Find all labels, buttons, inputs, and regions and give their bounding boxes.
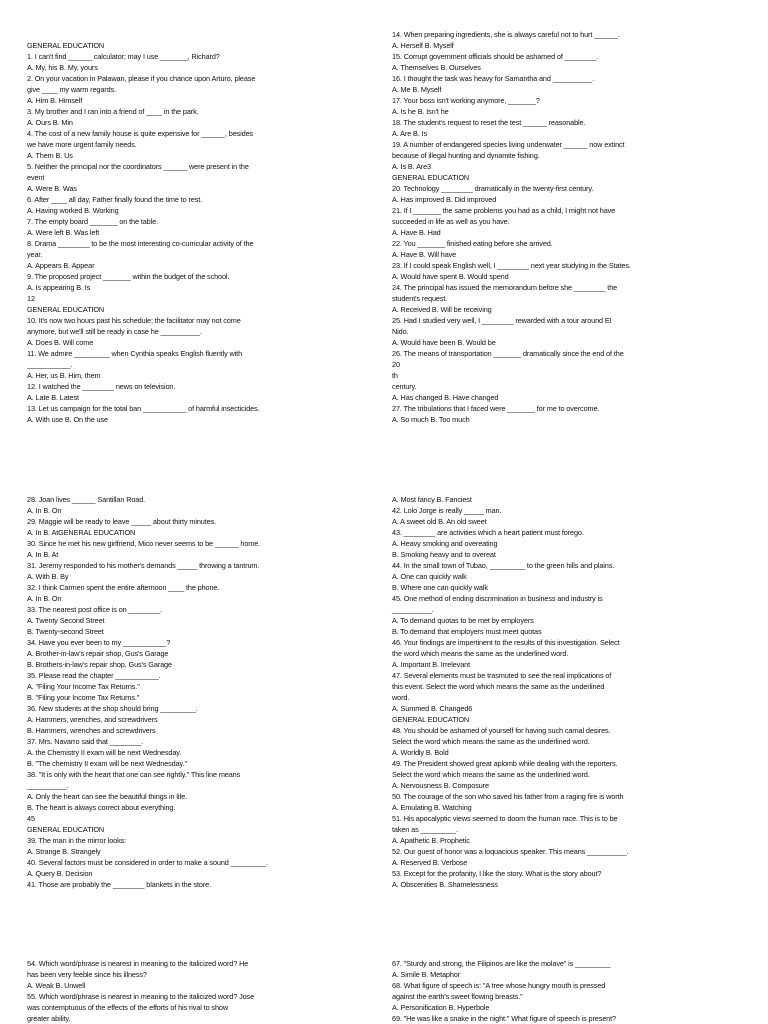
text-line: A. Ours B. Min bbox=[27, 118, 73, 127]
text-line: Select the word which means the same as the underlined word. bbox=[392, 770, 590, 779]
text-line: A. Emulating B. Watching bbox=[392, 803, 472, 812]
text-line: GENERAL EDUCATION bbox=[392, 173, 470, 182]
text-line: 41. Those are probably the ________ blankets in the store. bbox=[27, 880, 211, 889]
text-line: 3. My brother and I ran into a friend of ____ in the park. bbox=[27, 107, 199, 116]
text-line: 21. If I _______ the same problems you had as a child, I might not have bbox=[392, 206, 616, 215]
page3-left-column bbox=[27, 958, 372, 1024]
text-line: 30. Since he met his new girlfriend, Mico never seems to be ______ home. bbox=[27, 539, 261, 548]
text-line: 12 bbox=[27, 294, 35, 303]
text-line: A. Apathetic B. Prophetic bbox=[392, 836, 470, 845]
text-line: __________. bbox=[392, 605, 434, 614]
text-line: A. Does B. Will come bbox=[27, 338, 94, 347]
text-line: 23. If I could speak English well, I ________ next year studying in the States. bbox=[392, 261, 631, 270]
text-line: 26. The means of transportation _______ dramatically since the end of the bbox=[392, 349, 624, 358]
text-line: A. With B. By bbox=[27, 572, 69, 581]
text-line: this event. Select the word which means the same as the underlined bbox=[392, 682, 605, 691]
text-line: 17. Your boss isn't working anymore, _______? bbox=[392, 96, 540, 105]
text-line: 51. His apocalyptic views seemed to doom the human race. This is to be bbox=[392, 814, 618, 823]
text-line: 44. In the small town of Tubao, _________ to the green hills and plains. bbox=[392, 561, 615, 570]
text-line: B. Brothers-in-law's repair shop, Gus's Garage bbox=[27, 660, 172, 669]
text-line: word. bbox=[392, 693, 410, 702]
text-line: GENERAL EDUCATION bbox=[27, 305, 105, 314]
text-line: A. A sweet old B. An old sweet bbox=[392, 517, 487, 526]
text-line: 29. Maggie will be ready to leave _____ about thirty minutes. bbox=[27, 517, 217, 526]
text-line: A. Nervousness B. Composure bbox=[392, 781, 489, 790]
text-line: A. Are B. Is bbox=[392, 129, 428, 138]
text-line: 43. ________ are activities which a heart patient must forego. bbox=[392, 528, 584, 537]
text-line: A. In B. AtGENERAL EDUCATION bbox=[27, 528, 136, 537]
text-line: A. Were B. Was bbox=[27, 184, 77, 193]
text-line: was contemptuous of the effects of the efforts of his rival to show bbox=[27, 1003, 228, 1012]
text-line: B. Hammers, wrenches and screwdrivers bbox=[27, 726, 156, 735]
text-line: 52. Our guest of honor was a loquacious speaker. This means __________. bbox=[392, 847, 629, 856]
text-line: 22. You _______ finished eating before she arrived. bbox=[392, 239, 553, 248]
text-line: 7. The empty board _______ on the table. bbox=[27, 217, 158, 226]
text-line: 2. On your vacation in Palawan, please if you chance upon Arturo, please bbox=[27, 74, 256, 83]
text-line: 15. Corrupt government officials should be ashamed of ________. bbox=[392, 52, 599, 61]
text-line: 13. Let us campaign for the total ban ___________ of harmful insecticides. bbox=[27, 404, 260, 413]
text-line: A. With use B. On the use bbox=[27, 415, 108, 424]
text-line: A. Worldly B. Bold bbox=[392, 748, 449, 757]
text-line: A. One can quickly walk bbox=[392, 572, 467, 581]
text-line: 39. The man in the mirror looks: bbox=[27, 836, 127, 845]
text-line: 48. You should be ashamed of yourself for having such carnal desires. bbox=[392, 726, 611, 735]
text-line: succeeded in life as well as you have. bbox=[392, 217, 510, 226]
text-line: has been very feeble since his illness? bbox=[27, 970, 147, 979]
text-line: A. Appears B. Appear bbox=[27, 261, 95, 270]
text-line: A. Have B. Had bbox=[392, 228, 441, 237]
text-line: 49. The President showed great aplomb while dealing with the reporters. bbox=[392, 759, 618, 768]
text-line: 54. Which word/phrase is nearest in meaning to the italicized word? He bbox=[27, 959, 249, 968]
text-line: 45. One method of ending discrimination in business and industry is bbox=[392, 594, 603, 603]
text-line: B. Where one can quickly walk bbox=[392, 583, 488, 592]
text-line: A. Would have been B. Would be bbox=[392, 338, 496, 347]
text-line: B. Smoking heavy and to overeat bbox=[392, 550, 496, 559]
text-line: A. Her, us B. Him, them bbox=[27, 371, 101, 380]
text-line: 16. I thought the task was heavy for Samantha and __________. bbox=[392, 74, 595, 83]
text-line: give ____ my warm regards. bbox=[27, 85, 116, 94]
text-line: 40. Several factors must be considered in order to make a sound _________. bbox=[27, 858, 268, 867]
text-line: GENERAL EDUCATION bbox=[27, 825, 105, 834]
text-line: A. To demand quotas to be met by employers bbox=[392, 616, 534, 625]
text-line: A. Him B. Himself bbox=[27, 96, 83, 105]
text-line: A. Only the heart can see the beautiful things in life. bbox=[27, 792, 188, 801]
text-line: 47. Several elements must be trasmuted to see the real implications of bbox=[392, 671, 612, 680]
text-line: 14. When preparing ingredients, she is always careful not to hurt ______. bbox=[392, 30, 620, 39]
text-line: A. Has changed B. Have changed bbox=[392, 393, 499, 402]
text-line: 4. The cost of a new family house is quite expensive for ______, besides bbox=[27, 129, 254, 138]
text-line: 37. Mrs. Navarro said that ________. bbox=[27, 737, 144, 746]
text-line: 19. A number of endangered species living underwater ______ now extinct bbox=[392, 140, 625, 149]
text-line: 20. Technology ________ dramatically in the twenty-first century. bbox=[392, 184, 594, 193]
text-line: 35. Please read the chapter ___________. bbox=[27, 671, 161, 680]
text-line: 28. Joan lives ______ Santillan Road. bbox=[27, 495, 146, 504]
text-line: A. Received B. Will be receiving bbox=[392, 305, 492, 314]
text-line: 8. Drama ________ to be the most interesting co-curricular activity of the bbox=[27, 239, 254, 248]
text-line: A. Personification B. Hyperbole bbox=[392, 1003, 490, 1012]
text-line: A. In B. On bbox=[27, 506, 62, 515]
text-line: the word which means the same as the underlined word. bbox=[392, 649, 569, 658]
text-line: A. Important B. Irrelevant bbox=[392, 660, 470, 669]
text-line: 36. New students at the shop should bring _________. bbox=[27, 704, 198, 713]
text-line: 50. The courage of the son who saved his father from a raging fire is worth bbox=[392, 792, 624, 801]
page1-right-column bbox=[392, 29, 737, 425]
text-line: th bbox=[392, 371, 398, 380]
text-line: 67. "Sturdy and strong, the Filipinos are like the molave" is _________ bbox=[392, 959, 611, 968]
text-line: B. To demand that employers must meet quotas bbox=[392, 627, 542, 636]
text-line: year. bbox=[27, 250, 43, 259]
text-line: A. Were left B. Was left bbox=[27, 228, 100, 237]
text-line: 34. Have you ever been to my ___________? bbox=[27, 638, 171, 647]
text-line: A. Reserved B. Verbose bbox=[392, 858, 468, 867]
text-line: GENERAL EDUCATION bbox=[27, 41, 105, 50]
text-line: A. So much B. Too much bbox=[392, 415, 470, 424]
text-line: A. Have B. Will have bbox=[392, 250, 457, 259]
text-line: B. "The chemistry II exam will be next Wednesday." bbox=[27, 759, 187, 768]
text-line: A. Late B. Latest bbox=[27, 393, 79, 402]
text-line: GENERAL EDUCATION bbox=[392, 715, 470, 724]
text-line: 32. I think Carmen spent the entire afternoon ____ the phone. bbox=[27, 583, 220, 592]
text-line: A. Heavy smoking and overeating bbox=[392, 539, 498, 548]
text-line: A. Herself B. Myself bbox=[392, 41, 454, 50]
text-line: 69. "He was like a snake in the night." What figure of speech is present? bbox=[392, 1014, 616, 1023]
text-line: student's request. bbox=[392, 294, 448, 303]
text-line: 6. After ____ all day, Father finally found the time to rest. bbox=[27, 195, 203, 204]
text-line: B. "Filing your Income Tax Returns." bbox=[27, 693, 140, 702]
text-line: event bbox=[27, 173, 45, 182]
text-line: 68. What figure of speech is: "A tree whose hungry mouth is pressed bbox=[392, 981, 606, 990]
text-line: A. In B. On bbox=[27, 594, 62, 603]
text-line: A. Is he B. Isn't he bbox=[392, 107, 449, 116]
text-line: 45 bbox=[27, 814, 35, 823]
text-line: anymore, but we'll still be ready in case he __________. bbox=[27, 327, 202, 336]
text-line: 24. The principal has issued the memorandum before she ________ the bbox=[392, 283, 618, 292]
text-line: 55. Which word/phrase is nearest in meaning to the italicized word? Jose bbox=[27, 992, 255, 1001]
text-line: A. Is appearing B. Is bbox=[27, 283, 91, 292]
text-line: A. Query B. Decision bbox=[27, 869, 93, 878]
text-line: A. Has improved B. Did improved bbox=[392, 195, 497, 204]
text-line: 42. Lolo Jorge is really _____ man. bbox=[392, 506, 502, 515]
text-line: B. Twenty-second Street bbox=[27, 627, 104, 636]
text-line: __________. bbox=[27, 781, 69, 790]
text-line: A. Having worked B. Working bbox=[27, 206, 119, 215]
text-line: A. Would have spent B. Would spend bbox=[392, 272, 509, 281]
text-line: 11. We admire _________ when Cynthia speaks English fluently with bbox=[27, 349, 243, 358]
text-line: 25. Had I studied very well, I ________ rewarded with a tour around El bbox=[392, 316, 612, 325]
text-line: A. Obscenities B. Shamelessness bbox=[392, 880, 498, 889]
text-line: ___________. bbox=[27, 360, 73, 369]
text-line: Select the word which means the same as the underlined word. bbox=[392, 737, 590, 746]
text-line: A. Most fancy B. Fanciest bbox=[392, 495, 472, 504]
text-line: A. "Filing Your Income Tax Returns." bbox=[27, 682, 140, 691]
text-line: century. bbox=[392, 382, 417, 391]
text-line: 46. Your findings are impertinent to the results of this investigation. Select bbox=[392, 638, 620, 647]
page1-left-column bbox=[27, 40, 372, 425]
text-line: A. My, his B. My, yours bbox=[27, 63, 98, 72]
text-line: greater ability. bbox=[27, 1014, 71, 1023]
text-line: 5. Neither the principal nor the coordinators ______ were present in the bbox=[27, 162, 249, 171]
text-line: 31. Jeremy responded to his mother's demands _____ throwing a tantrum. bbox=[27, 561, 260, 570]
text-line: A. Summed B. Changed6 bbox=[392, 704, 473, 713]
text-line: A. Is B. Are3 bbox=[392, 162, 431, 171]
text-line: A. the Chemistry II exam will be next Wednesday. bbox=[27, 748, 182, 757]
text-line: 18. The student's request to reset the test ______ reasonable. bbox=[392, 118, 586, 127]
text-line: we have more urgent family needs. bbox=[27, 140, 137, 149]
text-line: because of illegal hunting and dynamite fishing. bbox=[392, 151, 540, 160]
text-line: against the earth's sweet flowing breasts." bbox=[392, 992, 523, 1001]
text-line: 12. I watched the ________ news on television. bbox=[27, 382, 176, 391]
page2-right-column bbox=[392, 494, 737, 890]
text-line: A. Hammers, wrenches, and screwdrivers bbox=[27, 715, 158, 724]
text-line: A. In B. At bbox=[27, 550, 59, 559]
text-line: 33. The nearest post office is on ________. bbox=[27, 605, 162, 614]
text-line: 9. The proposed project _______ within the budget of the school. bbox=[27, 272, 230, 281]
text-line: A. Brother-in-law's repair shop, Gus's Garage bbox=[27, 649, 169, 658]
text-line: A. Strange B. Strangely bbox=[27, 847, 101, 856]
text-line: A. Them B. Us bbox=[27, 151, 73, 160]
text-line: B. The heart is always correct about everything. bbox=[27, 803, 176, 812]
text-line: 27. The tribulations that I faced were _______ for me to overcome. bbox=[392, 404, 600, 413]
text-line: A. Twenty Second Street bbox=[27, 616, 105, 625]
text-line: 53. Except for the profanity, I like the story. What is the story about? bbox=[392, 869, 602, 878]
page2-left-column bbox=[27, 494, 372, 890]
text-line: Nido. bbox=[392, 327, 409, 336]
text-line: 1. I can't find ______ calculator; may I use _______, Richard? bbox=[27, 52, 220, 61]
page3-right-column bbox=[392, 958, 737, 1024]
text-line: 38. "It is only with the heart that one can see rightly." This line means bbox=[27, 770, 241, 779]
text-line: taken as _________. bbox=[392, 825, 458, 834]
text-line: A. Themselves B. Ourselves bbox=[392, 63, 481, 72]
text-line: A. Me B. Myself bbox=[392, 85, 442, 94]
text-line: 20 bbox=[392, 360, 400, 369]
text-line: 10. It's now two hours past his schedule; the facilitator may not come bbox=[27, 316, 241, 325]
text-line: A. Weak B. Unwell bbox=[27, 981, 86, 990]
text-line: A. Simile B. Metaphor bbox=[392, 970, 461, 979]
